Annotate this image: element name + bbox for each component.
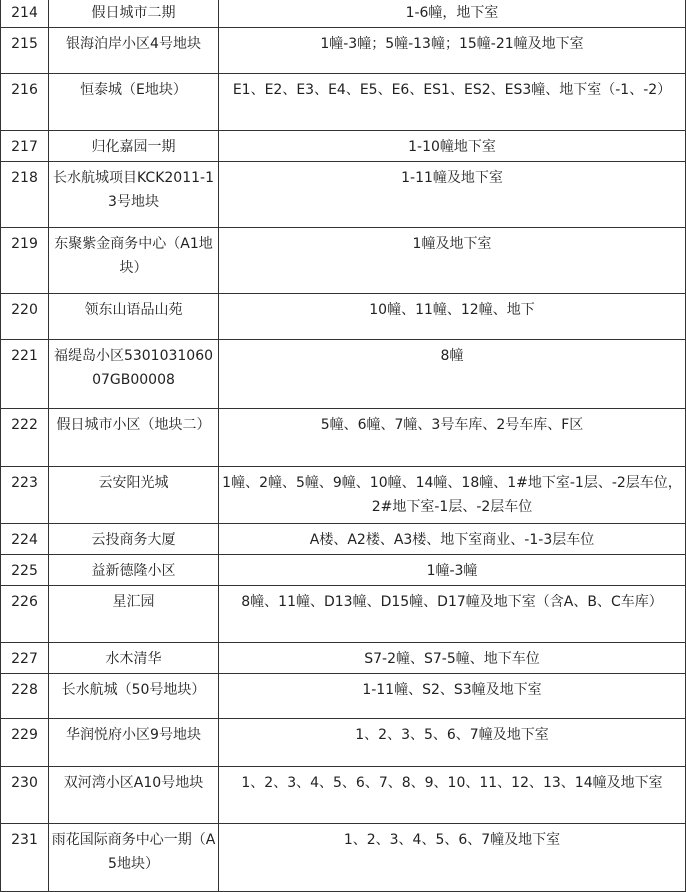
building-list: 8幢、11幢、D13幢、D15幢、D17幢及地下室（含A、B、C车库） xyxy=(219,586,686,643)
row-number: 220 xyxy=(1,294,49,340)
table-row xyxy=(1,767,686,824)
project-name: 福缇岛小区530103106007GB00008 xyxy=(49,340,219,409)
building-list: 1幢-3幢 xyxy=(219,555,686,586)
row-number: 228 xyxy=(1,674,49,719)
row-number: 217 xyxy=(1,131,49,162)
building-list: 1幢及地下室 xyxy=(219,228,686,294)
table-row xyxy=(1,74,686,131)
project-name: 领东山语品山苑 xyxy=(49,294,219,340)
building-list: E1、E2、E3、E4、E5、E6、ES1、ES2、ES3幢、地下室（-1、-2） xyxy=(219,74,686,131)
row-number: 218 xyxy=(1,162,49,228)
building-list: 1-6幢，地下室 xyxy=(219,0,686,28)
project-name: 华润悦府小区9号地块 xyxy=(49,719,219,767)
row-number: 227 xyxy=(1,643,49,674)
building-list: 1-11幢、S2、S3幢及地下室 xyxy=(219,674,686,719)
project-name: 星汇园 xyxy=(49,586,219,643)
project-name: 云投商务大厦 xyxy=(49,524,219,555)
project-name: 长水航城项目KCK2011-13号地块 xyxy=(49,162,219,228)
table-row xyxy=(1,719,686,767)
table-row xyxy=(1,340,686,409)
table-row xyxy=(1,643,686,674)
project-name: 假日城市二期 xyxy=(49,0,219,28)
building-list: A楼、A2楼、A3楼、地下室商业、-1-3层车位 xyxy=(219,524,686,555)
table-row xyxy=(1,674,686,719)
table-row xyxy=(1,409,686,467)
table-row xyxy=(1,28,686,74)
table-row xyxy=(1,228,686,294)
project-name: 东聚紫金商务中心（A1地块） xyxy=(49,228,219,294)
building-list: 1-11幢及地下室 xyxy=(219,162,686,228)
project-name: 长水航城（50号地块） xyxy=(49,674,219,719)
row-number: 231 xyxy=(1,824,49,892)
project-name: 银海泊岸小区4号地块 xyxy=(49,28,219,74)
table-row xyxy=(1,555,686,586)
building-list: 1幢-3幢；5幢-13幢；15幢-21幢及地下室 xyxy=(219,28,686,74)
row-number: 216 xyxy=(1,74,49,131)
table-row xyxy=(1,162,686,228)
project-name: 归化嘉园一期 xyxy=(49,131,219,162)
project-name: 恒泰城（E地块） xyxy=(49,74,219,131)
table-row xyxy=(1,824,686,892)
building-list: 8幢 xyxy=(219,340,686,409)
row-number: 226 xyxy=(1,586,49,643)
row-number: 223 xyxy=(1,467,49,524)
row-number: 219 xyxy=(1,228,49,294)
row-number: 214 xyxy=(1,0,49,28)
building-list: 5幢、6幢、7幢、3号车库、2号车库、F区 xyxy=(219,409,686,467)
table-row xyxy=(1,0,686,28)
project-name: 假日城市小区（地块二） xyxy=(49,409,219,467)
row-number: 221 xyxy=(1,340,49,409)
project-name: 双河湾小区A10号地块 xyxy=(49,767,219,824)
building-list: 1-10幢地下室 xyxy=(219,131,686,162)
table-row xyxy=(1,524,686,555)
project-name: 水木清华 xyxy=(49,643,219,674)
building-list: 1、2、3、4、5、6、7幢及地下室 xyxy=(219,824,686,892)
table-row xyxy=(1,586,686,643)
row-number: 222 xyxy=(1,409,49,467)
row-number: 224 xyxy=(1,524,49,555)
building-list: 1、2、3、5、6、7幢及地下室 xyxy=(219,719,686,767)
row-number: 230 xyxy=(1,767,49,824)
row-number: 225 xyxy=(1,555,49,586)
row-number: 229 xyxy=(1,719,49,767)
row-number: 215 xyxy=(1,28,49,74)
table-row xyxy=(1,467,686,524)
table-row xyxy=(1,294,686,340)
building-list: 1幢、2幢、5幢、9幢、10幢、14幢、18幢、1#地下室-1层、-2层车位，2#地下室-1层、-2层车位 xyxy=(219,467,686,524)
building-list: S7-2幢、S7-5幢、地下车位 xyxy=(219,643,686,674)
table-row xyxy=(1,131,686,162)
building-list: 10幢、11幢、12幢、地下 xyxy=(219,294,686,340)
project-name: 雨花国际商务中心一期（A5地块） xyxy=(49,824,219,892)
project-name: 云安阳光城 xyxy=(49,467,219,524)
project-name: 益新德隆小区 xyxy=(49,555,219,586)
building-list: 1、2、3、4、5、6、7、8、9、10、11、12、13、14幢及地下室 xyxy=(219,767,686,824)
